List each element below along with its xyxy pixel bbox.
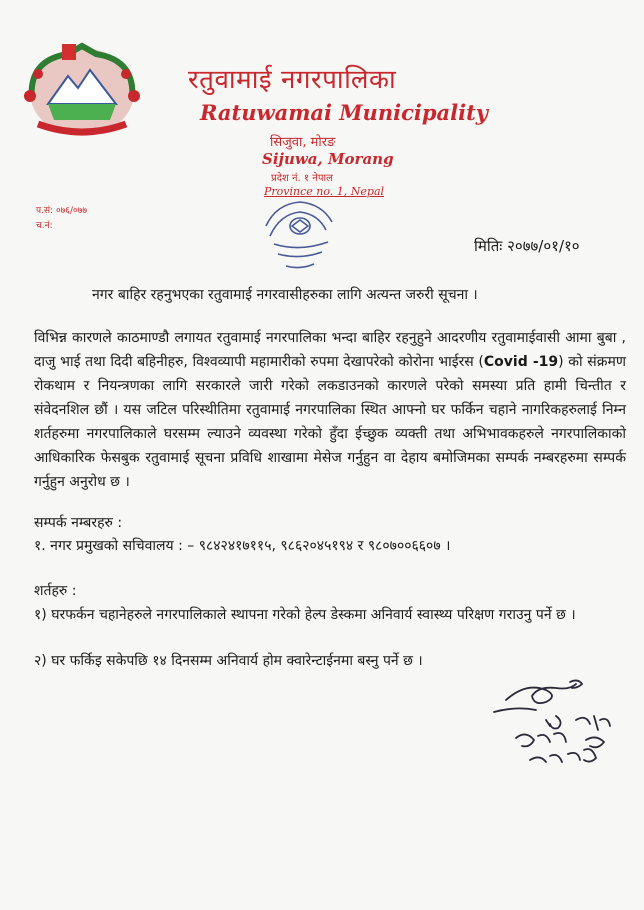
- municipality-stamp-icon: [256, 196, 342, 276]
- letterhead-title-np: रतुवामाई नगरपालिका: [188, 65, 397, 95]
- letterhead-location-np: सिजुवा, मोरङ: [270, 135, 336, 150]
- mayor-signature-icon: [486, 676, 626, 776]
- conditions-heading: शर्तहरु :: [34, 583, 77, 599]
- covid-label: Covid -19: [483, 354, 559, 370]
- document-date: मितिः २०७७/०१/१०: [474, 237, 580, 255]
- dispatch-number: च.नं:: [36, 221, 53, 231]
- condition-item: १) घरफर्कन चहानेहरुले नगरपालिकाले स्थापना गरेको हेल्प डेस्कमा अनिवार्य स्वास्थ्य परिक्षण गराउनु पर्ने छ ।: [34, 607, 576, 623]
- notice-body-part2: ) को संक्रमण रोकथाम र नियन्त्रणका लागि सरकारले जारी गरेको लकडाउनको कारणले परेको समस्या प्रति हामी चिन्तीत र संवेदनशिल छौं । यस जटिल परिस्थीतिमा रतुवामाई नगरपालिका स्थित आफ्नो घर फर्किन चहाने नागरिकहरुलाई निम्न शर्तहरुमा नगरपालिकाले घरसम्म ल्याउने व्यवस्था गरेको हुँदा ईच्छुक व्यक्ती तथा अभिभावकहरुले नगरपालिकाको आधिकारिक फेसबुक रतुवामाई सूचना प्रविधि शाखामा मेसेज गर्नुहुन वा देहाय बमोजिमका सम्पर्क नम्बरहरुमा सम्पर्क गर्नुहुन अनुरोध छ ।: [34, 354, 627, 490]
- letterhead-title-en: Ratuwamai Municipality: [200, 100, 488, 125]
- notice-subject: नगर बाहिर रहनुभएका रतुवामाई नगरवासीहरुका लागि अत्यन्त जरुरी सूचना ।: [92, 287, 478, 303]
- letterhead-location-en: Sijuwa, Morang: [262, 150, 394, 168]
- nepal-emblem-icon: [18, 40, 146, 140]
- letterhead-province-en: Province no. 1, Nepal: [264, 185, 385, 198]
- reference-block: [36, 204, 87, 234]
- contacts-heading: सम्पर्क नम्बरहरु :: [34, 515, 123, 531]
- notice-body: [34, 326, 626, 494]
- condition-item: २) घर फर्किइ सकेपछि १४ दिनसम्म अनिवार्य होम क्वारेन्टाईनमा बस्नु पर्ने छ ।: [34, 653, 423, 669]
- contact-line: १. नगर प्रमुखको सचिवालय : – ९८४२४१७११५, ९८६२०४५१९४ र ९८०७००६६०७ ।: [34, 538, 451, 554]
- notice-body-part1: विभिन्न कारणले काठमाण्डौ लगायत रतुवामाई नगरपालिका भन्दा बाहिर रहनुहुने आदरणीय रतुवामाईवासी आमा बुबा , दाजु भाई तथा दिदी बहिनीहरु, विश्वव्यापी महामारीको रुपमा देखापरेको कोरोना भाईरस (: [34, 330, 626, 370]
- letterhead-province-np: प्रदेश नं. १ नेपाल: [271, 173, 333, 184]
- reference-number: प.सं: ०७६/०७७: [36, 206, 88, 216]
